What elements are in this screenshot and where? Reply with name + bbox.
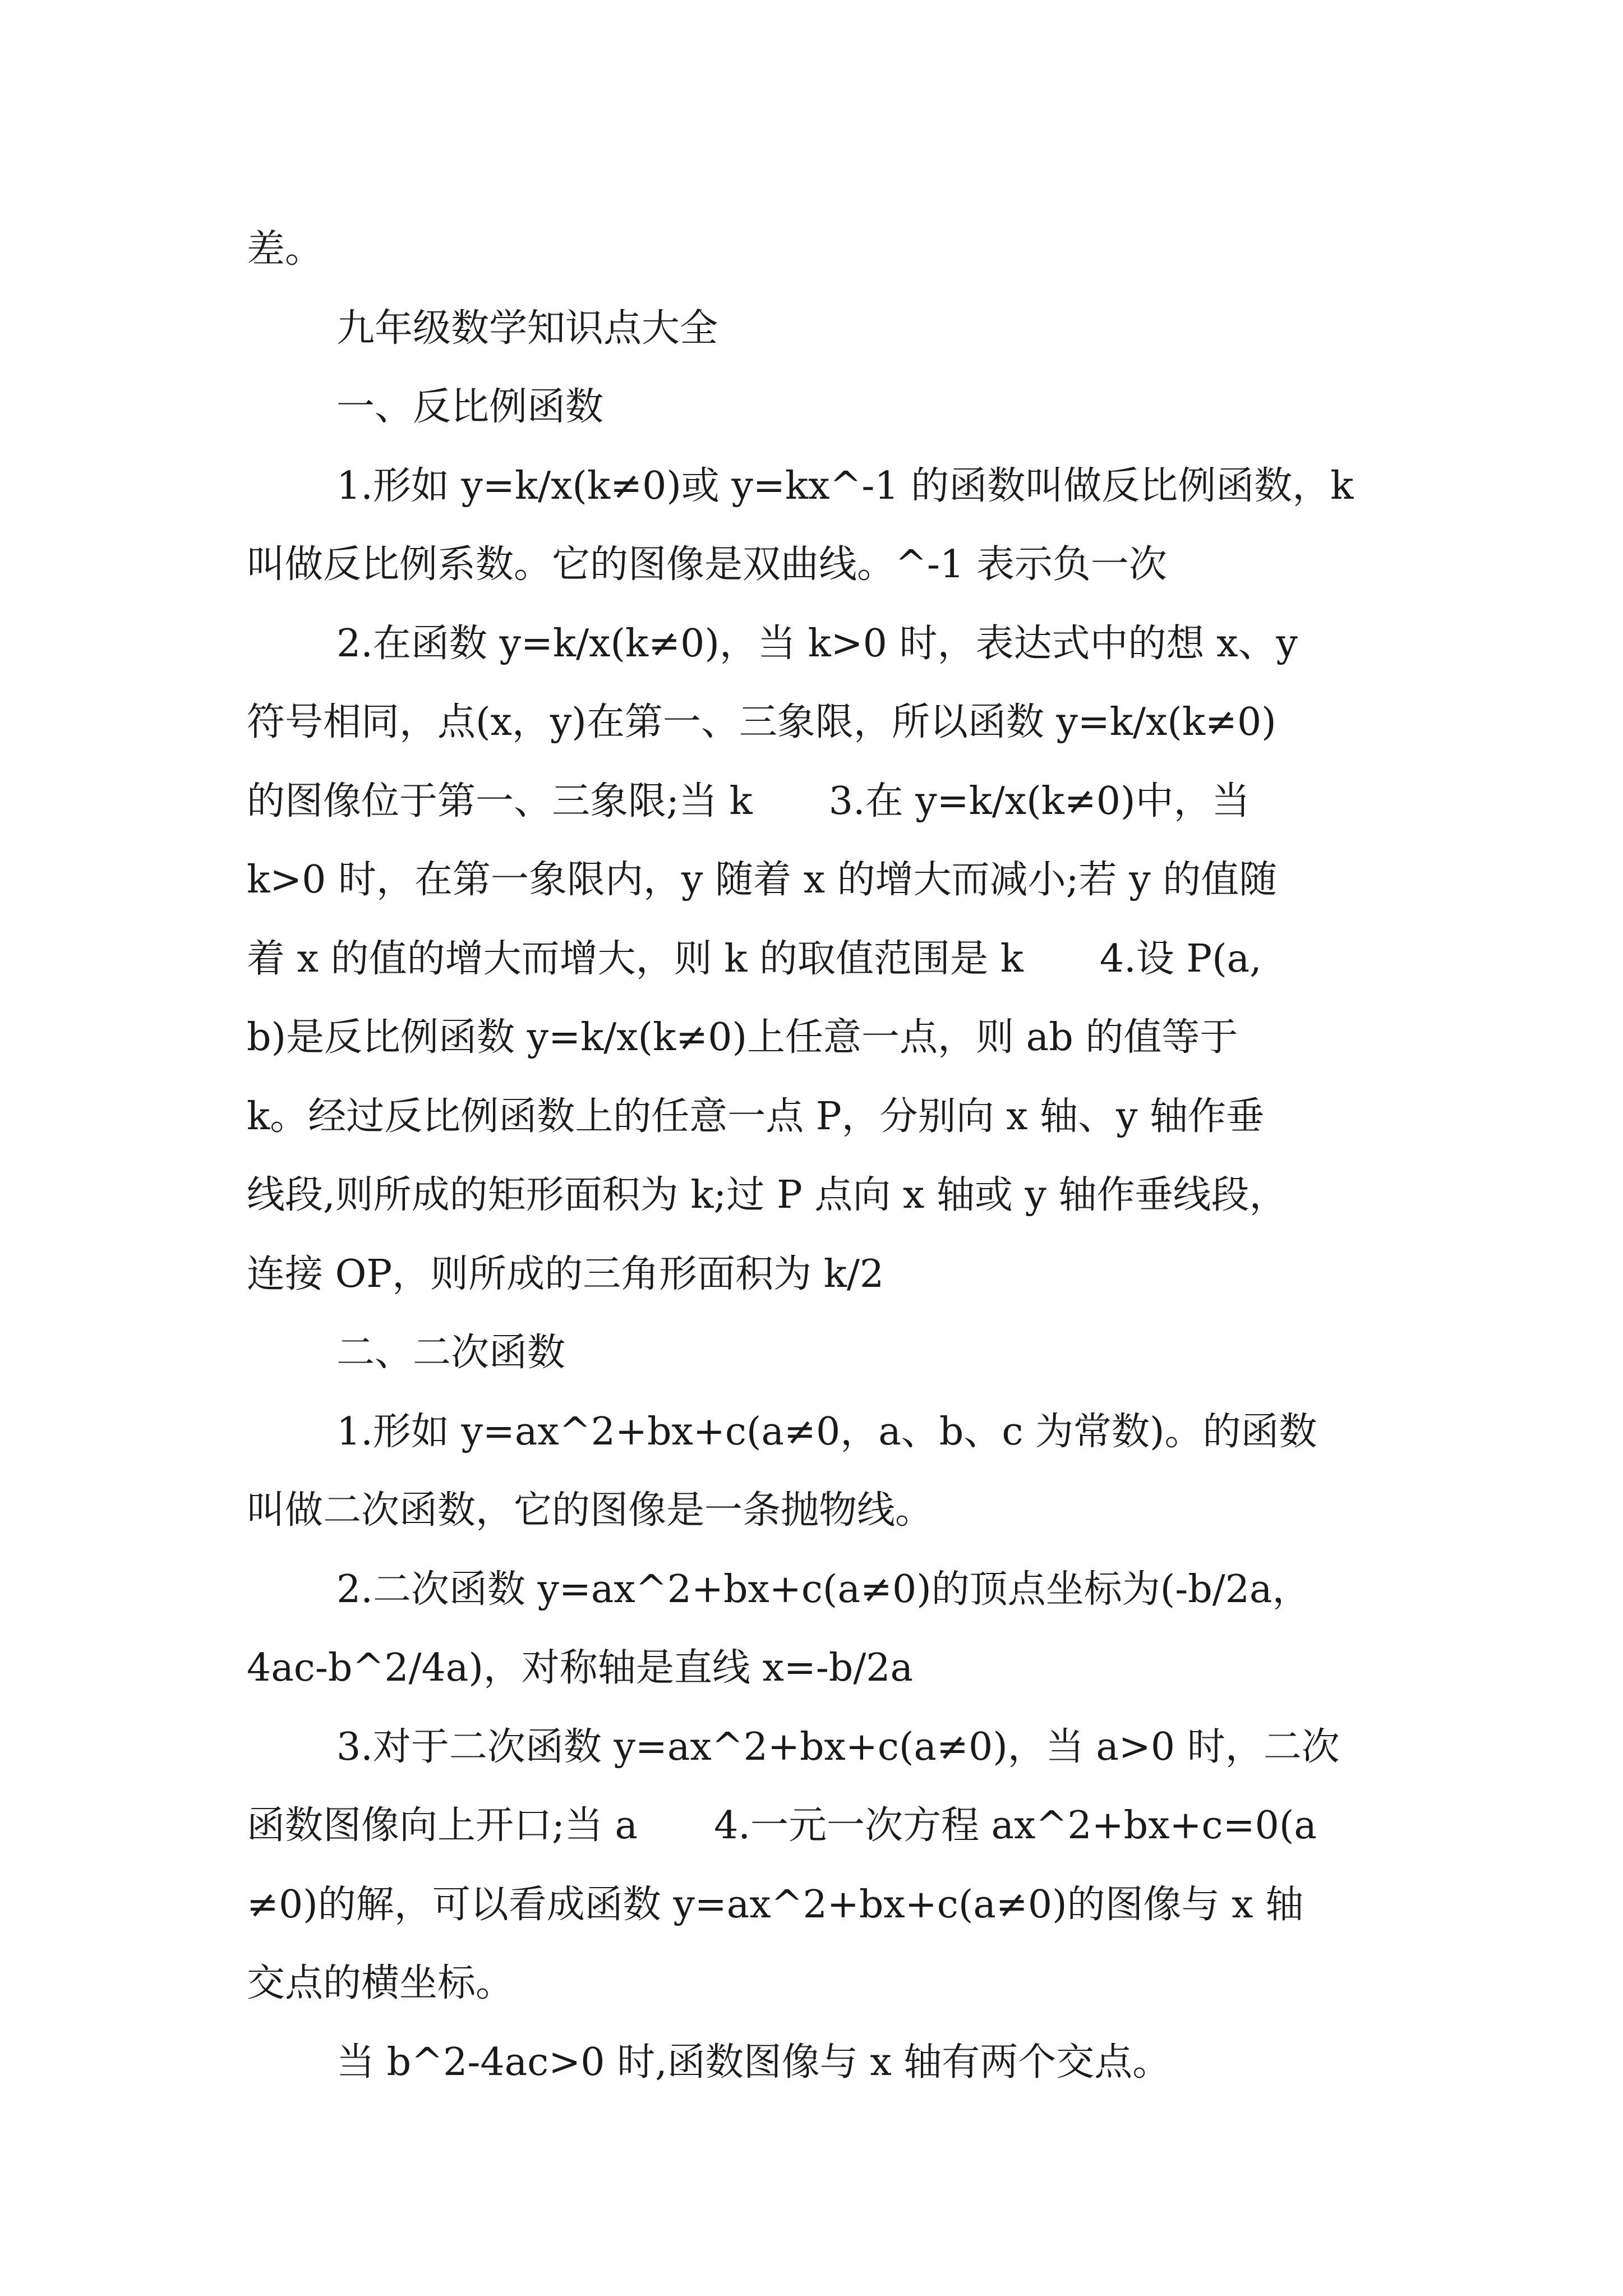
text-line: 3.对于二次函数 y=ax^2+bx+c(a≠0)，当 a>0 时，二次	[336, 1724, 1340, 1769]
text-line: 2.在函数 y=k/x(k≠0)，当 k>0 时，表达式中的想 x、y	[336, 621, 1298, 666]
text-line: 4ac-b^2/4a)，对称轴是直线 x=-b/2a	[247, 1646, 914, 1690]
body-text	[247, 210, 1385, 2102]
text-line: 交点的横坐标。	[247, 1961, 514, 2005]
text-line: 叫做二次函数，它的图像是一条抛物线。	[247, 1488, 934, 1533]
section-title: 九年级数学知识点大全	[336, 306, 718, 351]
text-line: 叫做反比例系数。它的图像是双曲线。^-1 表示负一次	[247, 542, 1167, 587]
text-line: k>0 时，在第一象限内，y 随着 x 的增大而减小;若 y 的值随	[247, 858, 1278, 902]
text-line: 差。	[247, 227, 324, 272]
text-line: 连接 OP，则所成的三角形面积为 k/2	[247, 1251, 884, 1296]
text-line: k。经过反比例函数上的任意一点 P，分别向 x 轴、y 轴作垂	[247, 1094, 1265, 1139]
text-line: 当 b^2-4ac>0 时,函数图像与 x 轴有两个交点。	[336, 2040, 1171, 2085]
text-line: 函数图像向上开口;当 a 4.一元一次方程 ax^2+bx+c=0(a	[247, 1803, 1317, 1848]
text-line: b)是反比例函数 y=k/x(k≠0)上任意一点，则 ab 的值等于	[247, 1015, 1238, 1060]
text-line: 符号相同，点(x，y)在第一、三象限，所以函数 y=k/x(k≠0)	[247, 700, 1276, 744]
text-line: 的图像位于第一、三象限;当 k 3.在 y=k/x(k≠0)中，当	[247, 779, 1250, 823]
text-line: 线段,则所成的矩形面积为 k;过 P 点向 x 轴或 y 轴作垂线段，	[247, 1173, 1288, 1217]
text-line: 着 x 的值的增大而增大，则 k 的取值范围是 k 4.设 P(a,	[247, 936, 1262, 981]
section-heading: 一、反比例函数	[336, 385, 604, 429]
section-heading: 二、二次函数	[336, 1331, 566, 1375]
text-line: ≠0)的解，可以看成函数 y=ax^2+bx+c(a≠0)的图像与 x 轴	[247, 1882, 1304, 1927]
text-line: 1.形如 y=ax^2+bx+c(a≠0，a、b、c 为常数)。的函数	[336, 1409, 1317, 1454]
text-line: 1.形如 y=k/x(k≠0)或 y=kx^-1 的函数叫做反比例函数，k	[336, 463, 1354, 508]
text-line: 2.二次函数 y=ax^2+bx+c(a≠0)的顶点坐标为(-b/2a，	[336, 1567, 1311, 1612]
